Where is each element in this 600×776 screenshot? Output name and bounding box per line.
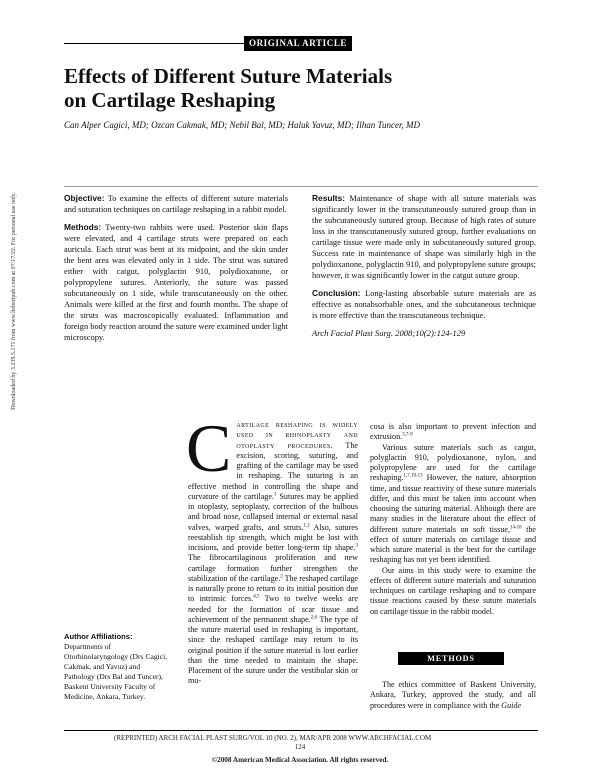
ref-sup: 14-18 bbox=[510, 524, 522, 530]
ref-sup: 1,2 bbox=[303, 522, 310, 528]
ref-sup: 2,6 bbox=[310, 615, 317, 621]
intro-text-c: Also, sutures reestablish tip strength, which might be lost with incisions, and provide better long-term tip shape. bbox=[188, 522, 358, 552]
col2-text-2c: the effect of suture materials on cartilage tissue and which suture material is the best for the cartilage reshaping has not yet been identified. bbox=[370, 524, 536, 565]
col2-text-2: Various suture materials such as catgut, polyglactin 910, polydioxanone, nylon, and polypropylene are used for the cartilage reshaping. bbox=[370, 442, 536, 483]
author-list: Can Alper Cagici, MD; Ozcan Cakmak, MD; Nebil Bal, MD; Haluk Yavuz, MD; Ilhan Tuncer, MD bbox=[64, 120, 420, 130]
download-side-note: Downloaded by 3.239.5.171 from www.liebertpub.com at 07/17/22. For personal use only. bbox=[11, 192, 17, 410]
methods-label: Methods: bbox=[64, 222, 102, 232]
body-column-1 bbox=[186, 410, 358, 687]
abstract-methods bbox=[64, 222, 288, 343]
title-line-1: Effects of Different Suture Materials bbox=[64, 64, 393, 88]
methods-paragraph bbox=[370, 680, 536, 711]
results-label: Results: bbox=[312, 193, 346, 203]
affiliations-text: Departments of Otorhinolaryngology (Drs Cagici, Cakmak, and Yavuz) and Pathology (Drs Bal and Tuncer), Baskent University Faculty of Medicine, Ankara, Turkey. bbox=[64, 642, 168, 701]
methods-italic-word: Guide bbox=[501, 700, 522, 710]
ref-sup: 2 bbox=[280, 574, 283, 580]
header-rule bbox=[64, 43, 244, 44]
intro-text-b: Sutures may be applied in otoplasty, septoplasty, correction of the bulbous and broad nose, collapsed internal or external nasal valves, warped grafts, and struts. bbox=[188, 491, 358, 532]
copyright-notice: ©2008 American Medical Association. All rights reserved. bbox=[211, 756, 389, 764]
conclusion-text: Long-lasting absorbable suture materials are as effective as nonabsorbable ones, and the subcutaneous technique is more effective than the transcutaneous technique. bbox=[312, 289, 536, 320]
intro-first-words: artilage reshaping is widely used in rhinoplasty and otoplasty procedures. bbox=[236, 420, 358, 450]
intro-paragraph-1 bbox=[186, 410, 358, 687]
abstract-right-column bbox=[312, 193, 536, 346]
methods-text-paragraph bbox=[370, 680, 536, 711]
intro-text-f: Two to twelve weeks are needed for the formation of scar tissue and achievement of the permanent shape. bbox=[188, 594, 358, 624]
intro-text-d: The fibrocartilaginous proliferation and new cartilage formation further strengthen the stabilization of the cartilage. bbox=[188, 553, 358, 583]
body-column-2 bbox=[370, 422, 536, 617]
col2-paragraph-1 bbox=[370, 422, 536, 443]
results-text: Maintenance of shape with all suture materials was significantly lower in the transcutaneously sutured group than in the subcutaneously sutured group. Because of high rates of suture loss in the transcutaneously sutured group, further evaluations on cartilage tissue were made only in subcutaneously sutured group. Success rate in maintenance of shape was similarly high in the polydioxanone, polyglactin 910, and polypropylene suture groups; however, it was significantly lower in the catgut suture group. bbox=[312, 194, 536, 280]
ref-sup: 1 bbox=[273, 492, 277, 498]
abstract-conclusion bbox=[312, 288, 536, 321]
footer-rule bbox=[64, 730, 538, 731]
methods-heading: METHODS bbox=[398, 652, 504, 665]
section-label: ORIGINAL ARTICLE bbox=[244, 36, 352, 51]
abstract-top-rule bbox=[64, 186, 538, 187]
affiliations-heading: Author Affiliations: bbox=[64, 632, 133, 641]
col2-text-2b: However, the nature, absorption time, and tissue reactivity of these suture materials differ, and this must be taken into account when choosing the suturing material. Although there are many studies in the literature about the effect of different suture materials on soft tissue, bbox=[370, 473, 536, 534]
abstract-left-column bbox=[64, 193, 288, 350]
page-number: 124 bbox=[294, 743, 306, 751]
article-title bbox=[64, 64, 504, 112]
ref-sup: 3 bbox=[355, 543, 358, 549]
ref-sup: 4,5 bbox=[253, 594, 260, 600]
intro-text-a: The excision, scoring, suturing, and grafting of the cartilage may be used in reshaping. The suturing is an effective method in controlling the shape and curvature of the cartilage. bbox=[188, 440, 358, 501]
title-line-2: on Cartilage Reshaping bbox=[64, 88, 276, 112]
col2-paragraph-3: Our aims in this study were to examine the effects of different suture materials and suturation techniques on cartilage reshaping and to compare tissue reactions caused by these suture materials on cartilage tissue in the rabbit model. bbox=[370, 565, 536, 616]
author-affiliations bbox=[64, 632, 168, 702]
abstract-results bbox=[312, 193, 536, 281]
intro-text-e: The reshaped cartilage is naturally prone to return to its initial position due to intrinsic forces. bbox=[188, 573, 358, 604]
methods-text: Twenty-two rabbits were used. Posterior skin flaps were elevated, and 4 cartilage struts were prepared on each auricula. Each strut was bent at its midpoint, and the skin under the bent area was elevated only in 1 side. The strut was sutured either with catgut, polyglactin 910, polydioxanone, or polypropylene sutures. Anteriorly, the suture was passed subcutaneously on 1 side, while transcutaneously on the other. Animals were killed at the first and fourth months. The shape of the struts was macroscopically evaluated. Inflammation and foreign body reaction around the suture were examined under light microscopy. bbox=[64, 223, 288, 342]
ref-sup: 3,7-9 bbox=[402, 432, 413, 438]
objective-text: To examine the effects of different suture materials and suturation techniques on cartilage reshaping in a rabbit model. bbox=[64, 194, 288, 214]
drop-cap: C bbox=[186, 410, 232, 486]
col2-paragraph-2 bbox=[370, 443, 536, 566]
footer-line: (REPRINTED) ARCH FACIAL PLAST SURG/VOL 10 (NO. 2), MAR/APR 2008 WWW.ARCHFACIAL.COM bbox=[114, 734, 432, 742]
methods-body-text: The ethics committee of Baskent University, Ankara, Turkey, approved the study, and all procedures were in compliance with the bbox=[370, 680, 536, 710]
intro-text-g: The type of the suture material used in reshaping is important, since the reshaped cartilage may return to its original position if the suture material is lost earlier than the time needed to maintain the shape. Placement of the suture under the vestibular skin or mu- bbox=[188, 614, 358, 686]
conclusion-label: Conclusion: bbox=[312, 288, 361, 298]
abstract-citation: Arch Facial Plast Surg. 2008;10(2):124-129 bbox=[312, 328, 466, 338]
col2-text-1: cosa is also important to prevent infection and extrusion. bbox=[370, 422, 536, 442]
abstract-objective bbox=[64, 193, 288, 215]
objective-label: Objective: bbox=[64, 193, 105, 203]
ref-sup: 1,7,10-13 bbox=[403, 473, 423, 479]
